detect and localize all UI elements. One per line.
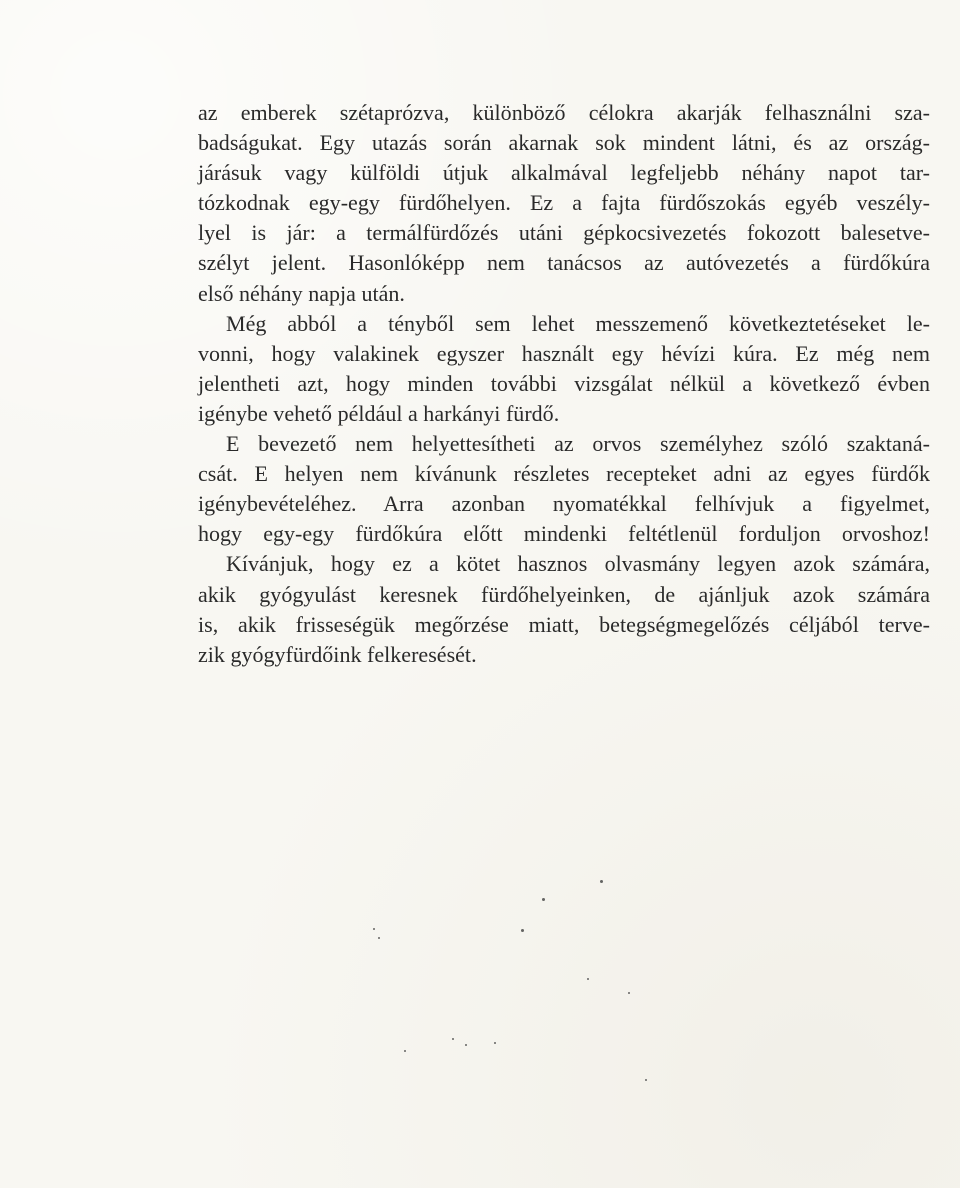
scan-speck bbox=[628, 992, 630, 994]
scan-speck bbox=[452, 1038, 454, 1040]
text-line-5: lyel is jár: a termálfürdőzés utáni gépkocsivezetés fokozott balesetve- bbox=[198, 220, 930, 246]
scan-speck bbox=[378, 937, 380, 939]
text-line-7: első néhány napja után. bbox=[198, 280, 405, 306]
body-text bbox=[198, 98, 930, 670]
text-line-18: is, akik frisseségük megőrzése miatt, betegségmegelőzés céljából terve- bbox=[198, 611, 930, 637]
scan-speck bbox=[542, 898, 545, 901]
scan-speck bbox=[373, 928, 375, 930]
scan-speck bbox=[587, 978, 589, 980]
text-line-14: igénybevételéhez. Arra azonban nyomatékkal felhívjuk a figyelmet, bbox=[198, 491, 930, 517]
text-line-8: Még abból a tényből sem lehet messzemenő következtetéseket le- bbox=[226, 310, 930, 336]
text-line-9: vonni, hogy valakinek egyszer használt egy hévízi kúra. Ez még nem bbox=[198, 340, 930, 366]
text-line-15: hogy egy-egy fürdőkúra előtt mindenki feltétlenül forduljon orvoshoz! bbox=[198, 521, 930, 547]
scan-speck bbox=[465, 1044, 467, 1046]
text-line-13: csát. E helyen nem kívánunk részletes recepteket adni az egyes fürdők bbox=[198, 461, 930, 487]
text-line-12: E bevezető nem helyettesítheti az orvos személyhez szóló szaktaná- bbox=[226, 431, 930, 457]
text-line-3: járásuk vagy külföldi útjuk alkalmával legfeljebb néhány napot tar- bbox=[198, 160, 930, 186]
text-line-17: akik gyógyulást keresnek fürdőhelyeinken, de ajánljuk azok számára bbox=[198, 581, 930, 607]
text-line-10: jelentheti azt, hogy minden további vizsgálat nélkül a következő évben bbox=[198, 370, 930, 396]
text-line-6: szélyt jelent. Hasonlóképp nem tanácsos az autóvezetés a fürdőkúra bbox=[198, 250, 930, 276]
scan-speck bbox=[521, 929, 524, 932]
text-line-19: zik gyógyfürdőink felkeresését. bbox=[198, 641, 477, 667]
scan-speck bbox=[600, 880, 603, 883]
scan-speck bbox=[404, 1050, 406, 1052]
text-line-2: badságukat. Egy utazás során akarnak sok mindent látni, és az ország- bbox=[198, 130, 930, 156]
text-line-16: Kívánjuk, hogy ez a kötet hasznos olvasmány legyen azok számára, bbox=[226, 551, 930, 577]
scan-speck bbox=[494, 1042, 496, 1044]
text-line-11: igénybe vehető például a harkányi fürdő. bbox=[198, 400, 560, 426]
text-line-1: az emberek szétaprózva, különböző célokra akarják felhasználni sza- bbox=[198, 100, 930, 125]
text-line-4: tózkodnak egy-egy fürdőhelyen. Ez a fajta fürdőszokás egyéb veszély- bbox=[198, 190, 930, 216]
scan-speck bbox=[645, 1079, 647, 1081]
